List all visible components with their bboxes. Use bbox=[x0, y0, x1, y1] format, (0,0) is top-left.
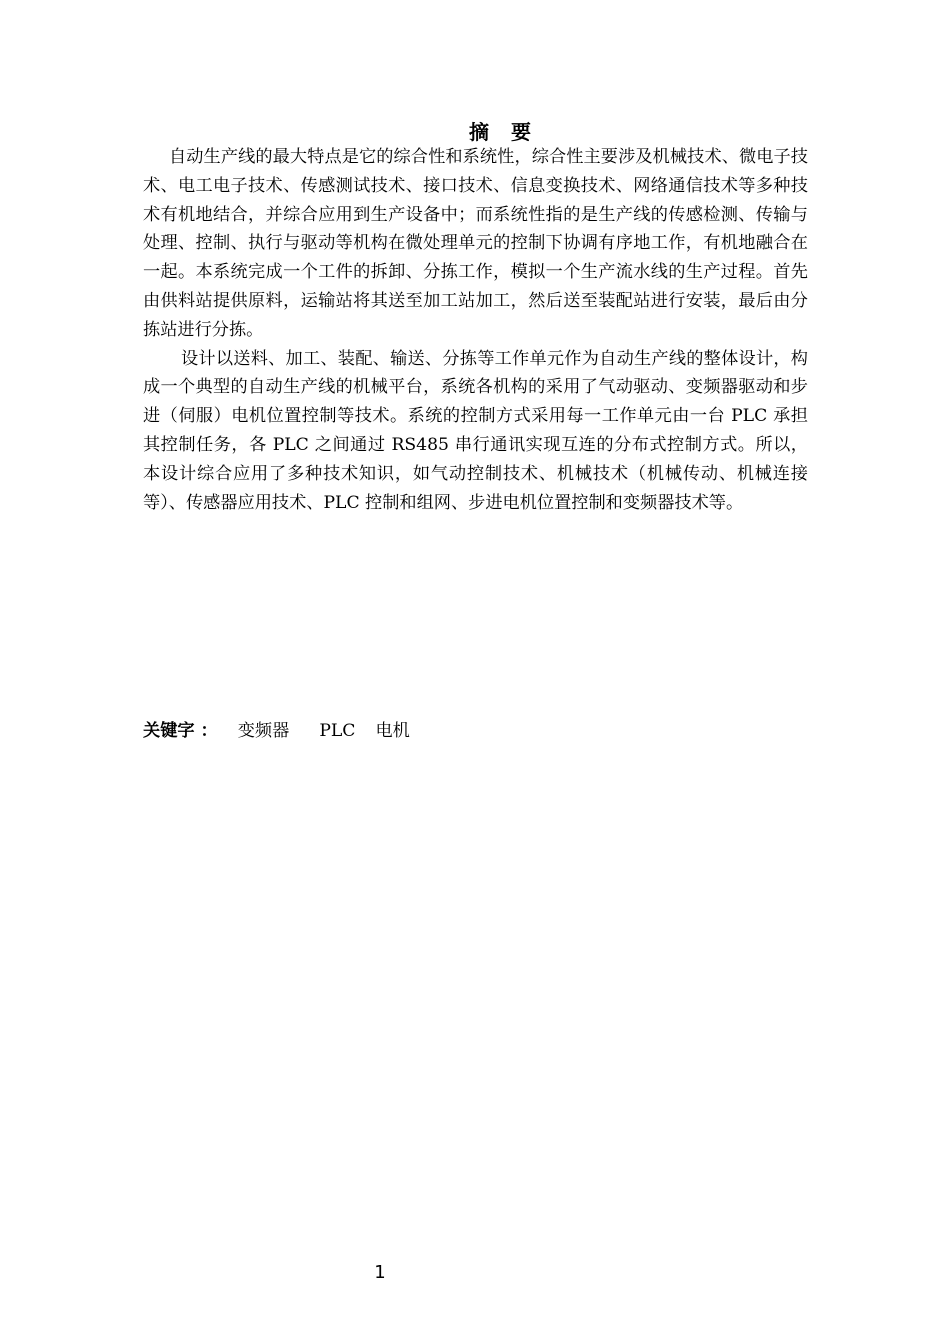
keywords-label: 关键字 ： bbox=[143, 721, 218, 741]
abstract-title-char-2: 要 bbox=[511, 120, 531, 144]
keyword-item-3: 电机 bbox=[375, 721, 410, 741]
keyword-item-2: PLC bbox=[319, 721, 356, 741]
abstract-title bbox=[0, 116, 950, 145]
page-number: 1 bbox=[374, 1262, 386, 1283]
keyword-item-1: 变频器 bbox=[237, 721, 290, 741]
keywords-line bbox=[143, 716, 410, 741]
abstract-title-char-1: 摘 bbox=[469, 120, 489, 144]
abstract-paragraph-2: 设计以送料、加工、装配、输送、分拣等工作单元作为自动生产线的整体设计，构成一个典型的自动生产线的机械平台，系统各机构的采用了气动驱动、变频器驱动和步进（伺服）电机位置控制等技术。系统的控制方式采用每一工作单元由一台 PLC 承担其控制任务，各 PLC 之间通过 RS485 串行通讯实现互连的分布式控制方式。所以，本设计综合应用了多种技术知识，如气动控制技术、机械技术（机械传动、机械连接等）、传感器应用技术、PLC 控制和组网、步进电机位置控制和变频器技术等。 bbox=[143, 348, 808, 513]
abstract-paragraph-1: 自动生产线的最大特点是它的综合性和系统性，综合性主要涉及机械技术、微电子技术、电工电子技术、传感测试技术、接口技术、信息变换技术、网络通信技术等多种技术有机地结合，并综合应用到生产设备中；而系统性指的是生产线的传感检测、传输与处理、控制、执行与驱动等机构在微处理单元的控制下协调有序地工作，有机地融合在一起。本系统完成一个工件的拆卸、分拣工作，模拟一个生产流水线的生产过程。首先由供料站提供原料，运输站将其送至加工站加工，然后送至装配站进行安装，最后由分拣站进行分拣。 bbox=[143, 147, 808, 340]
abstract-body bbox=[143, 143, 808, 517]
